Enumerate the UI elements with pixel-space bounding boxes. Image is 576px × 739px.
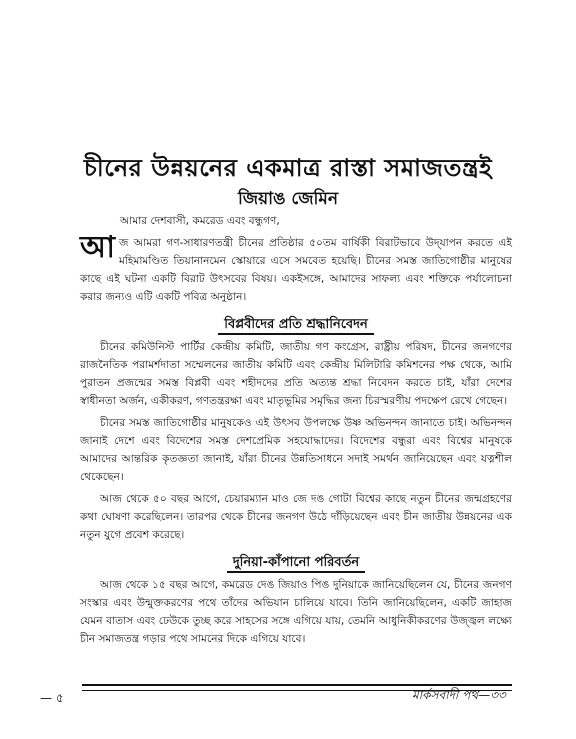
- paragraph: আজ থেকে ৫০ বছর আগে, চেয়ারম্যান মাও জে দঙ গোটা বিশ্বের কাছে নতুন চীনের জন্মগ্রহণের কথা ঘোষণা করেছিলেন। তারপর থেকে চীনের জনগণ উঠে দাঁড়িয়েছেন এবং চীন জাতীয় উন্নয়নের এক নতুন যুগে প্রবেশ করেছে।: [80, 493, 512, 541]
- drop-cap: আ: [80, 230, 115, 265]
- journal-name: মার্কসবাদী পথ—৩৩: [412, 688, 506, 702]
- section-heading-change: [80, 554, 512, 572]
- section-heading-text: বিপ্লবীদের প্রতি শ্রদ্ধানিবেদন: [218, 317, 374, 335]
- salutation: আমার দেশবাসী, কমরেড এবং বন্ধুগণ,: [120, 215, 280, 227]
- paragraph: চীনের কমিউনিস্ট পার্টির কেন্দ্রীয় কমিটি, জাতীয় গণ কংগ্রেস, রাষ্ট্রীয় পরিষদ, চীনের জনগণের রাজনৈতিক পরামর্শদাতা সম্মেলনের জাতীয় কমিটি এবং কেন্দ্রীয় মিলিটারি কমিশনের পক্ষ থেকে, আমি পুরাতন প্রজন্মের সমস্ত বিপ্লবী এবং শহীদদের প্রতি অত্যন্ত শ্রদ্ধা নিবেদন করতে চাই, যাঁরা দেশের স্বাধীনতা অর্জন, একীকরণ, গণতন্ত্ররক্ষা এবং মাতৃভূমির সমৃদ্ধির জন্য চিরস্মরণীয় পদক্ষেপ রেখে গেছেন।: [80, 341, 512, 407]
- intro-paragraph: [80, 230, 512, 306]
- section-heading-tribute: [80, 316, 512, 334]
- paragraph: চীনের সমস্ত জাতিগোষ্ঠীর মানুষকেও এই উৎসব উপলক্ষে উষ্ণ অভিনন্দন জানাতে চাই। অভিনন্দন জানাই দেশে এবং বিদেশের সমস্ত দেশপ্রেমিক সহযোদ্ধাদের। বিদেশের বন্ধুরা এবং বিশ্বের মানুষকে আমাদের আন্তরিক কৃতজ্ঞতা জানাই, যাঁরা চীনের উন্নতিসাধনে সদাই সমর্থন জানিয়েছেন এবং যত্নশীল থেকেছেন।: [80, 417, 512, 483]
- article-title: চীনের উন্নয়নের একমাত্র রাস্তা সমাজতন্ত্রই: [83, 154, 493, 182]
- intro-text: জ আমরা গণ-সাধারণতন্ত্রী চীনের প্রতিষ্ঠার ৫০তম বার্ষিকী বিরাটভাবে উদ্‌যাপন করতে এই মহিমামণ্ডিত তিয়ানানমেন স্কোয়ারে এসে সমবেত হয়েছি। চীনের সমস্ত জাতিগোষ্ঠীর মানুষের কাছে এই ঘটনা একটি বিরাট উৎসবের বিষয়। একইসঙ্গে, আমাদের সাফল্য এবং শক্তিকে পর্যালোচনা করার জন্যও এটি একটি পবিত্র অনুষ্ঠান।: [80, 237, 512, 303]
- article-author: জিয়াঙ জেমিন: [238, 189, 338, 209]
- paragraph: আজ থেকে ১৫ বছর আগে, কমরেড দেঙ জিয়াও পিঙ দুনিয়াকে জানিয়েছিলেন যে, চীনের জনগণ সংস্কার এবং উন্মুক্তকরণের পথে তাঁদের অভিযান চালিয়ে যাবে। তিনি জানিয়েছিলেন, একটি জাহাজ যেমন বাতাস এবং ঢেউকে তুচ্ছ করে সাহসের সঙ্গে এগিয়ে যায়, তেমনি আধুনিকীকরণের উজ্জ্বল লক্ষ্যে চীন সমাজতন্ত্র গড়ার পথে সামনের দিকে এগিয়ে যাবে।: [80, 579, 512, 645]
- page-number: — ৫: [40, 691, 64, 705]
- article-body: [80, 212, 512, 652]
- section-heading-text: দুনিয়া-কাঁপানো পরিবর্তন: [227, 555, 365, 573]
